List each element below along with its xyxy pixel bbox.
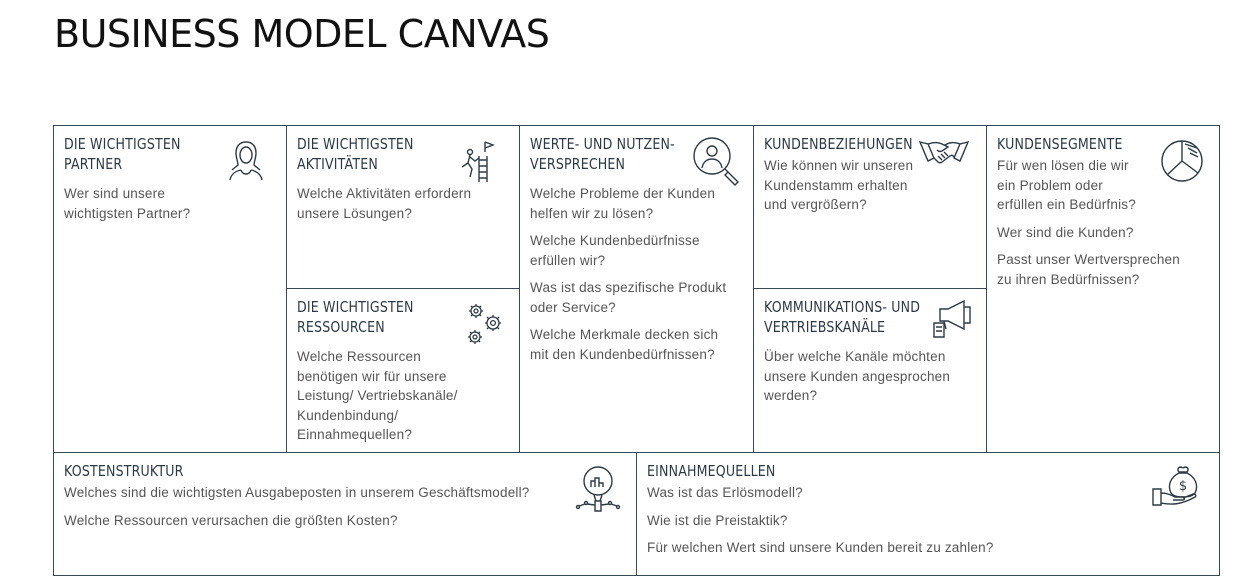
block-customer-segments bbox=[986, 125, 1220, 453]
block-resources bbox=[286, 288, 520, 453]
block-partner bbox=[53, 125, 287, 453]
magnifier-person-icon bbox=[690, 134, 740, 186]
block-heading: WERTE- UND NUTZEN- VERSPRECHEN bbox=[530, 135, 675, 173]
block-customer-relationships bbox=[753, 125, 987, 289]
block-value-proposition bbox=[519, 125, 754, 453]
question-text: Welche Ressourcen benötigen wir für unsere Leistung/ Vertriebskanäle/ Kundenbindung/ Einnahmequellen? bbox=[297, 349, 458, 442]
question-text: Was ist das spezifische Produkt oder Service? bbox=[530, 280, 727, 315]
question-list bbox=[64, 483, 626, 530]
question-text: Wie ist die Preistaktik? bbox=[647, 512, 788, 528]
pie-chart-icon bbox=[1159, 138, 1205, 184]
question-text: Über welche Kanäle möchten unsere Kunden angesprochen werden? bbox=[764, 349, 951, 403]
question-text: Wie können wir unseren Kundenstamm erhalten und vergrößern? bbox=[764, 158, 914, 212]
page-title: BUSINESS MODEL CANVAS bbox=[54, 12, 550, 56]
climbing-stairs-flag-icon bbox=[457, 138, 503, 184]
question-text: Welche Ressourcen verursachen die größten Kosten? bbox=[64, 512, 398, 528]
block-heading: KUNDENSEGMENTE bbox=[997, 135, 1123, 153]
megaphone-icon bbox=[930, 299, 974, 341]
magnifier-chart-icon bbox=[574, 463, 622, 513]
block-heading: KOMMUNIKATIONS- UND VERTRIEBSKANÄLE bbox=[764, 298, 921, 336]
person-icon bbox=[226, 138, 266, 182]
question-text: Welche Probleme der Kunden helfen wir zu lösen? bbox=[530, 186, 716, 221]
gears-icon bbox=[465, 301, 507, 349]
question-list bbox=[64, 184, 276, 223]
block-heading: DIE WICHTIGSTEN RESSOURCEN bbox=[297, 298, 414, 336]
question-text: Welche Kundenbedürfnisse erfüllen wir? bbox=[530, 233, 700, 268]
block-revenue-streams bbox=[636, 452, 1220, 576]
block-channels bbox=[753, 288, 987, 453]
block-heading: DIE WICHTIGSTEN AKTIVITÄTEN bbox=[297, 135, 414, 173]
block-heading: KUNDENBEZIEHUNGEN bbox=[764, 135, 913, 153]
question-text: Welche Aktivitäten erfordern unsere Lösungen? bbox=[297, 186, 472, 221]
question-text: Wer sind die Kunden? bbox=[997, 224, 1134, 240]
question-text: Für wen lösen die wir ein Problem oder erfüllen ein Bedürfnis? bbox=[997, 158, 1136, 212]
block-heading: EINNAHMEQUELLEN bbox=[647, 462, 776, 480]
svg-text:$: $ bbox=[1178, 479, 1188, 494]
question-text: Passt unser Wertversprechen zu ihren Bedürfnissen? bbox=[997, 252, 1180, 287]
block-heading: DIE WICHTIGSTEN PARTNER bbox=[64, 135, 181, 173]
block-activities bbox=[286, 125, 520, 289]
question-list bbox=[297, 184, 509, 223]
question-list bbox=[530, 184, 743, 364]
question-list bbox=[764, 347, 976, 406]
question-text: Was ist das Erlösmodell? bbox=[647, 485, 803, 500]
question-text: Wer sind unsere wichtigsten Partner? bbox=[64, 186, 191, 221]
block-cost-structure bbox=[53, 452, 637, 576]
block-heading: KOSTENSTRUKTUR bbox=[64, 462, 184, 480]
question-list bbox=[647, 483, 1209, 558]
hand-money-bag-icon bbox=[1151, 463, 1205, 509]
question-list bbox=[297, 347, 509, 445]
handshake-icon bbox=[918, 136, 970, 168]
question-text: Welches sind die wichtigsten Ausgabeposten in unserem Geschäftsmodell? bbox=[64, 485, 530, 500]
question-text: Für welchen Wert sind unsere Kunden bereit zu zahlen? bbox=[647, 540, 994, 555]
question-text: Welche Merkmale decken sich mit den Kundenbedürfnissen? bbox=[530, 327, 719, 362]
